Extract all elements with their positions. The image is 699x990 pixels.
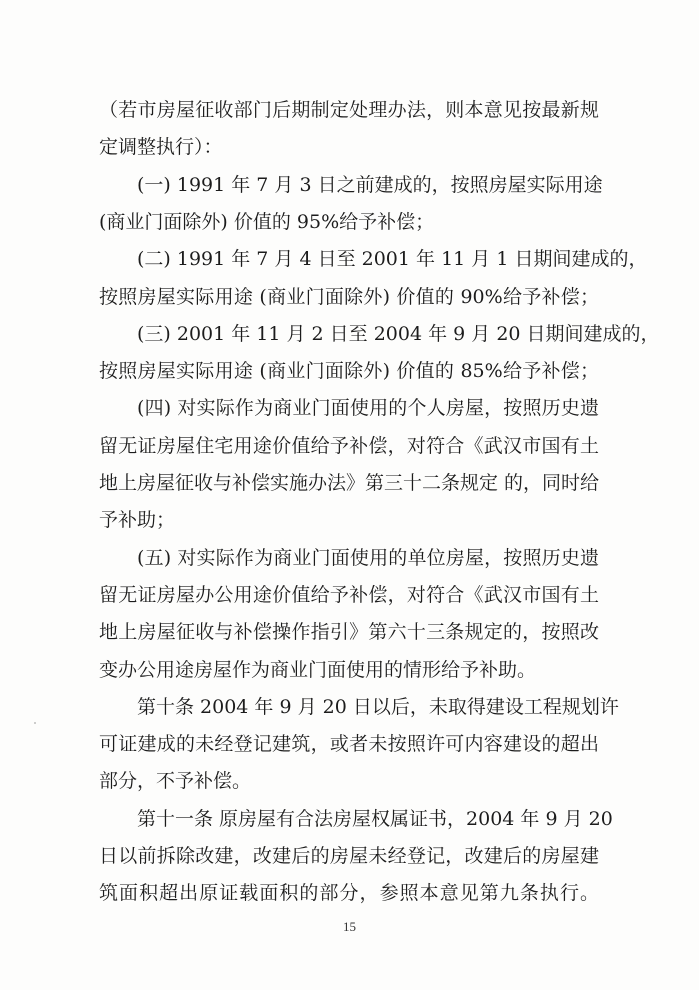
text-line: 地上房屋征收与补偿实施办法》第三十二条规定 的，同时给	[99, 472, 600, 494]
text-line: 变办公用途房屋作为商业门面使用的情形给予补助。	[99, 658, 537, 681]
text-line: 留无证房屋住宅用途价值给予补偿，对符合《武汉市国有土	[99, 434, 599, 457]
text-line: 按照房屋实际用途 (商业门面除外) 价值的 85%给予补偿；	[99, 360, 599, 383]
text-line: (四) 对实际作为商业门面使用的个人房屋，按照历史遗	[137, 397, 599, 420]
text-line: 予补助；	[99, 509, 176, 532]
text-line: 筑面积超出原证载面积的部分，参照本意见第九条执行。	[99, 882, 599, 905]
text-line: 第十一条 原房屋有合法房屋权属证书，2004 年 9 月 20	[137, 807, 613, 830]
text-line: （若市房屋征收部门后期制定处理办法，则本意见按最新规	[99, 99, 599, 121]
text-line: 定调整执行）：	[99, 136, 223, 159]
text-line: 按照房屋实际用途 (商业门面除外) 价值的 90%给予补偿；	[99, 285, 599, 308]
text-line: 地上房屋征收与补偿操作指引》第六十三条规定的，按照改	[99, 621, 599, 644]
text-line: (二) 1991 年 7 月 4 日至 2001 年 11 月 1 日期间建成的，	[137, 248, 648, 271]
text-line: (一) 1991 年 7 月 3 日之前建成的，按照房屋实际用途	[137, 173, 603, 196]
text-line: (五) 对实际作为商业门面使用的单位房屋，按照历史遗	[137, 546, 599, 569]
text-line: 日以前拆除改建，改建后的房屋未经登记，改建后的房屋建	[99, 845, 599, 867]
scan-speck	[34, 722, 36, 724]
page-number: 15	[343, 918, 356, 934]
text-line: 可证建成的未经登记建筑，或者未按照许可内容建设的超出	[99, 733, 599, 756]
text-line: (商业门面除外) 价值的 95%给予补偿；	[99, 210, 435, 233]
text-line: 第十条 2004 年 9 月 20 日以后，未取得建设工程规划许	[137, 695, 619, 718]
text-line: (三) 2001 年 11 月 2 日至 2004 年 9 月 20 日期间建成的，	[137, 322, 660, 345]
text-line: 部分，不予补偿。	[99, 770, 252, 793]
text-line: 留无证房屋办公用途价值给予补偿，对符合《武汉市国有土	[99, 583, 599, 606]
